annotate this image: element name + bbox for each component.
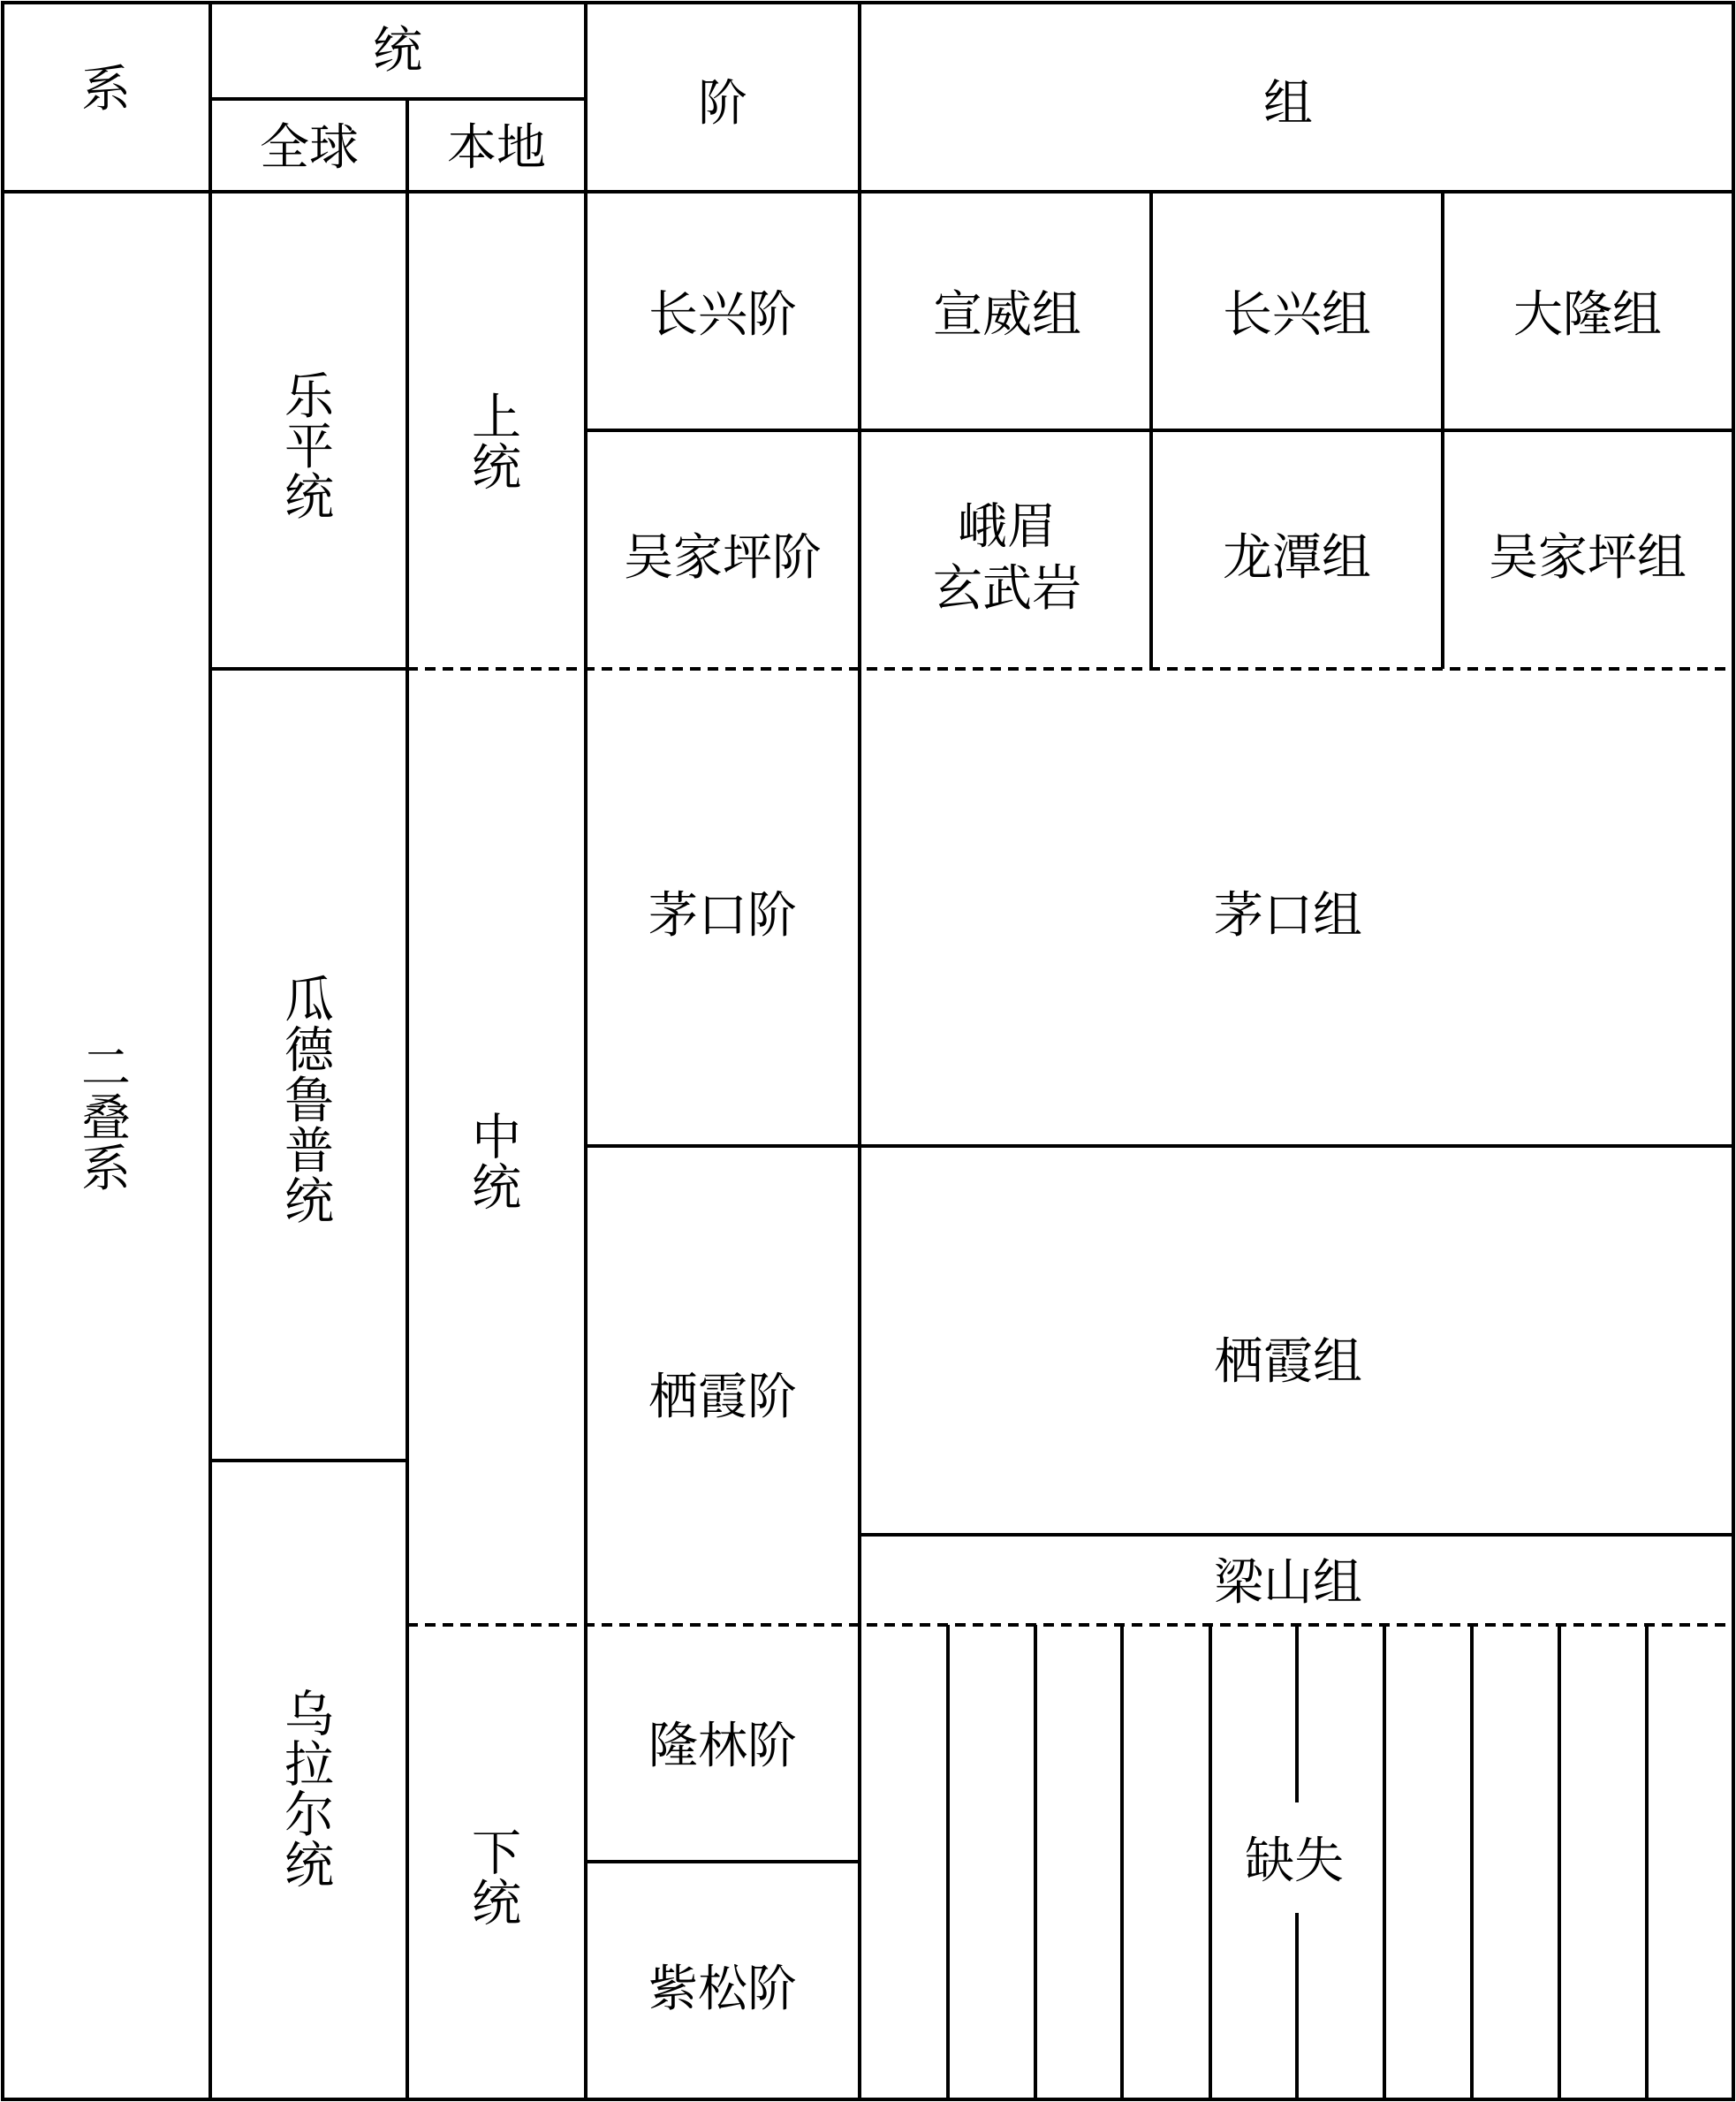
system-name: 二叠系 <box>81 1040 131 1198</box>
formation-xuanwei: 宣威组 <box>933 286 1081 344</box>
formation-maokou: 茅口组 <box>1214 887 1362 945</box>
stage-changxing: 长兴阶 <box>648 286 797 344</box>
global-series-guadalupian: 瓜德鲁普统 <box>284 972 334 1231</box>
stage-qixia: 栖霞阶 <box>648 1369 797 1426</box>
global-series-cisuralian: 乌拉尔统 <box>284 1686 334 1895</box>
header-global: 全球 <box>260 119 359 177</box>
formation-wujiaping: 吴家坪组 <box>1489 529 1687 587</box>
formation-dalong: 大隆组 <box>1513 286 1662 344</box>
stage-maokou: 茅口阶 <box>648 887 797 945</box>
hiatus-label: 缺失 <box>1245 1833 1344 1890</box>
header-stage: 阶 <box>698 75 747 133</box>
local-series-middle: 中统 <box>472 1109 521 1218</box>
global-series-lopingian: 乐平统 <box>284 368 334 527</box>
stage-longlin: 隆林阶 <box>648 1718 797 1775</box>
local-series-upper: 上统 <box>472 389 521 497</box>
header-local: 本地 <box>447 119 546 177</box>
formation-liangshan: 梁山组 <box>1214 1554 1362 1612</box>
table-border <box>3 3 1733 2099</box>
header-system: 系 <box>81 61 131 118</box>
formation-changxing: 长兴组 <box>1223 286 1371 344</box>
header-formation: 组 <box>1263 75 1313 133</box>
local-series-lower: 下统 <box>472 1825 521 1933</box>
stage-zisong: 紫松阶 <box>648 1961 797 2018</box>
header-series: 统 <box>373 22 422 80</box>
stage-wujiaping: 吴家坪阶 <box>624 529 822 587</box>
formation-qixia: 栖霞组 <box>1214 1333 1362 1391</box>
formation-emeishan-basalt: 峨眉玄武岩 <box>933 498 1081 618</box>
formation-longtan: 龙潭组 <box>1223 529 1371 587</box>
